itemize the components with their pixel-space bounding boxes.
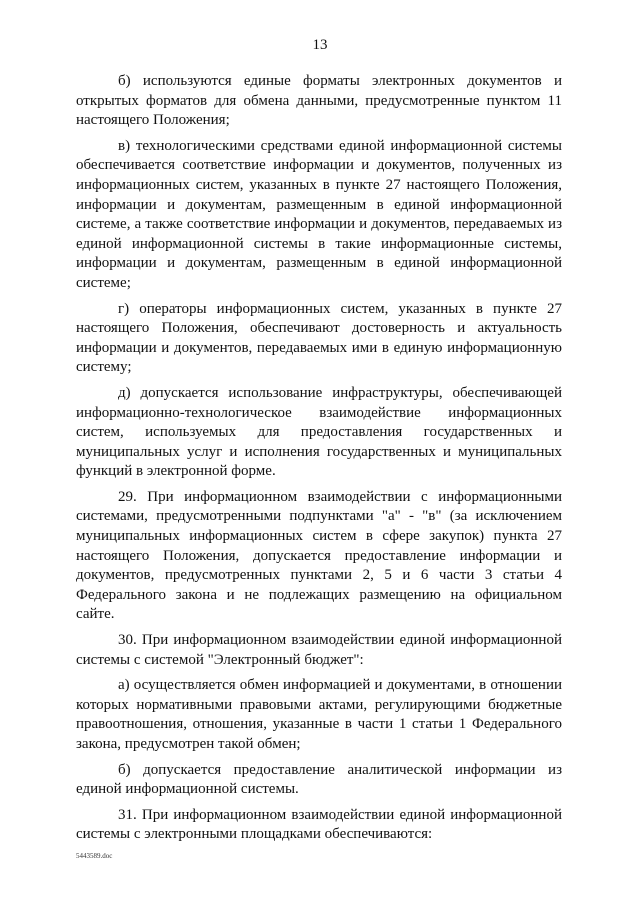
paragraph-31: 31. При информационном взаимодействии единой информационной системы с электронными площадками обеспечиваются: [76, 806, 562, 843]
paragraph-v-conformity: в) технологическими средствами единой информационной системы обеспечивается соответствие информации и документов, полученных из информационных систем, указанных в пункте 27 настоящего Положения, информации и документам, размещенным в единой информационной системе, а также соответствие информации и документов, передаваемых из единой информационной системы в такие информационные системы, информации и документам, размещенным в единой информационной системе; [76, 137, 562, 291]
paragraph-b-formats: б) используются единые форматы электронных документов и открытых форматов для обмена данными, предусмотренные пунктом 11 настоящего Положения; [76, 73, 562, 129]
document-body [76, 72, 562, 851]
file-name-footer: 5443589.doc [76, 852, 113, 860]
paragraph-g-operators: г) операторы информационных систем, указанных в пункте 27 настоящего Положения, обеспечивают достоверность и актуальность информации и документов, передаваемых ими в единую информационную систему; [76, 300, 562, 376]
page-number: 13 [312, 37, 328, 53]
paragraph-30-a: а) осуществляется обмен информацией и документами, в отношении которых нормативными правовыми актами, регулирующими бюджетные правоотношения, отношения, указанные в части 1 статьи 1 Федерального закона, предусмотрен такой обмен; [76, 677, 562, 752]
paragraph-29: 29. При информационном взаимодействии с информационными системами, предусмотренными подпунктами "а" - "в" (за исключением муниципальных информационных систем в сфере закупок) пункта 27 настоящего Положения, допускается предоставление информации и документов, предусмотренных пунктами 2, 5 и 6 части 3 статьи 4 Федерального закона и не подлежащих размещению на официальном сайте. [76, 488, 562, 623]
paragraph-30-b: б) допускается предоставление аналитической информации из единой информационной системы. [76, 761, 562, 798]
paragraph-d-infrastructure: д) допускается использование инфраструктуры, обеспечивающей информационно-технологическое взаимодействие информационных систем, используемых для предоставления государственных и муниципальных услуг и исполнения государственных и муниципальных функций в электронной форме. [76, 384, 562, 480]
paragraph-30: 30. При информационном взаимодействии единой информационной системы с системой "Электронный бюджет": [76, 632, 562, 668]
